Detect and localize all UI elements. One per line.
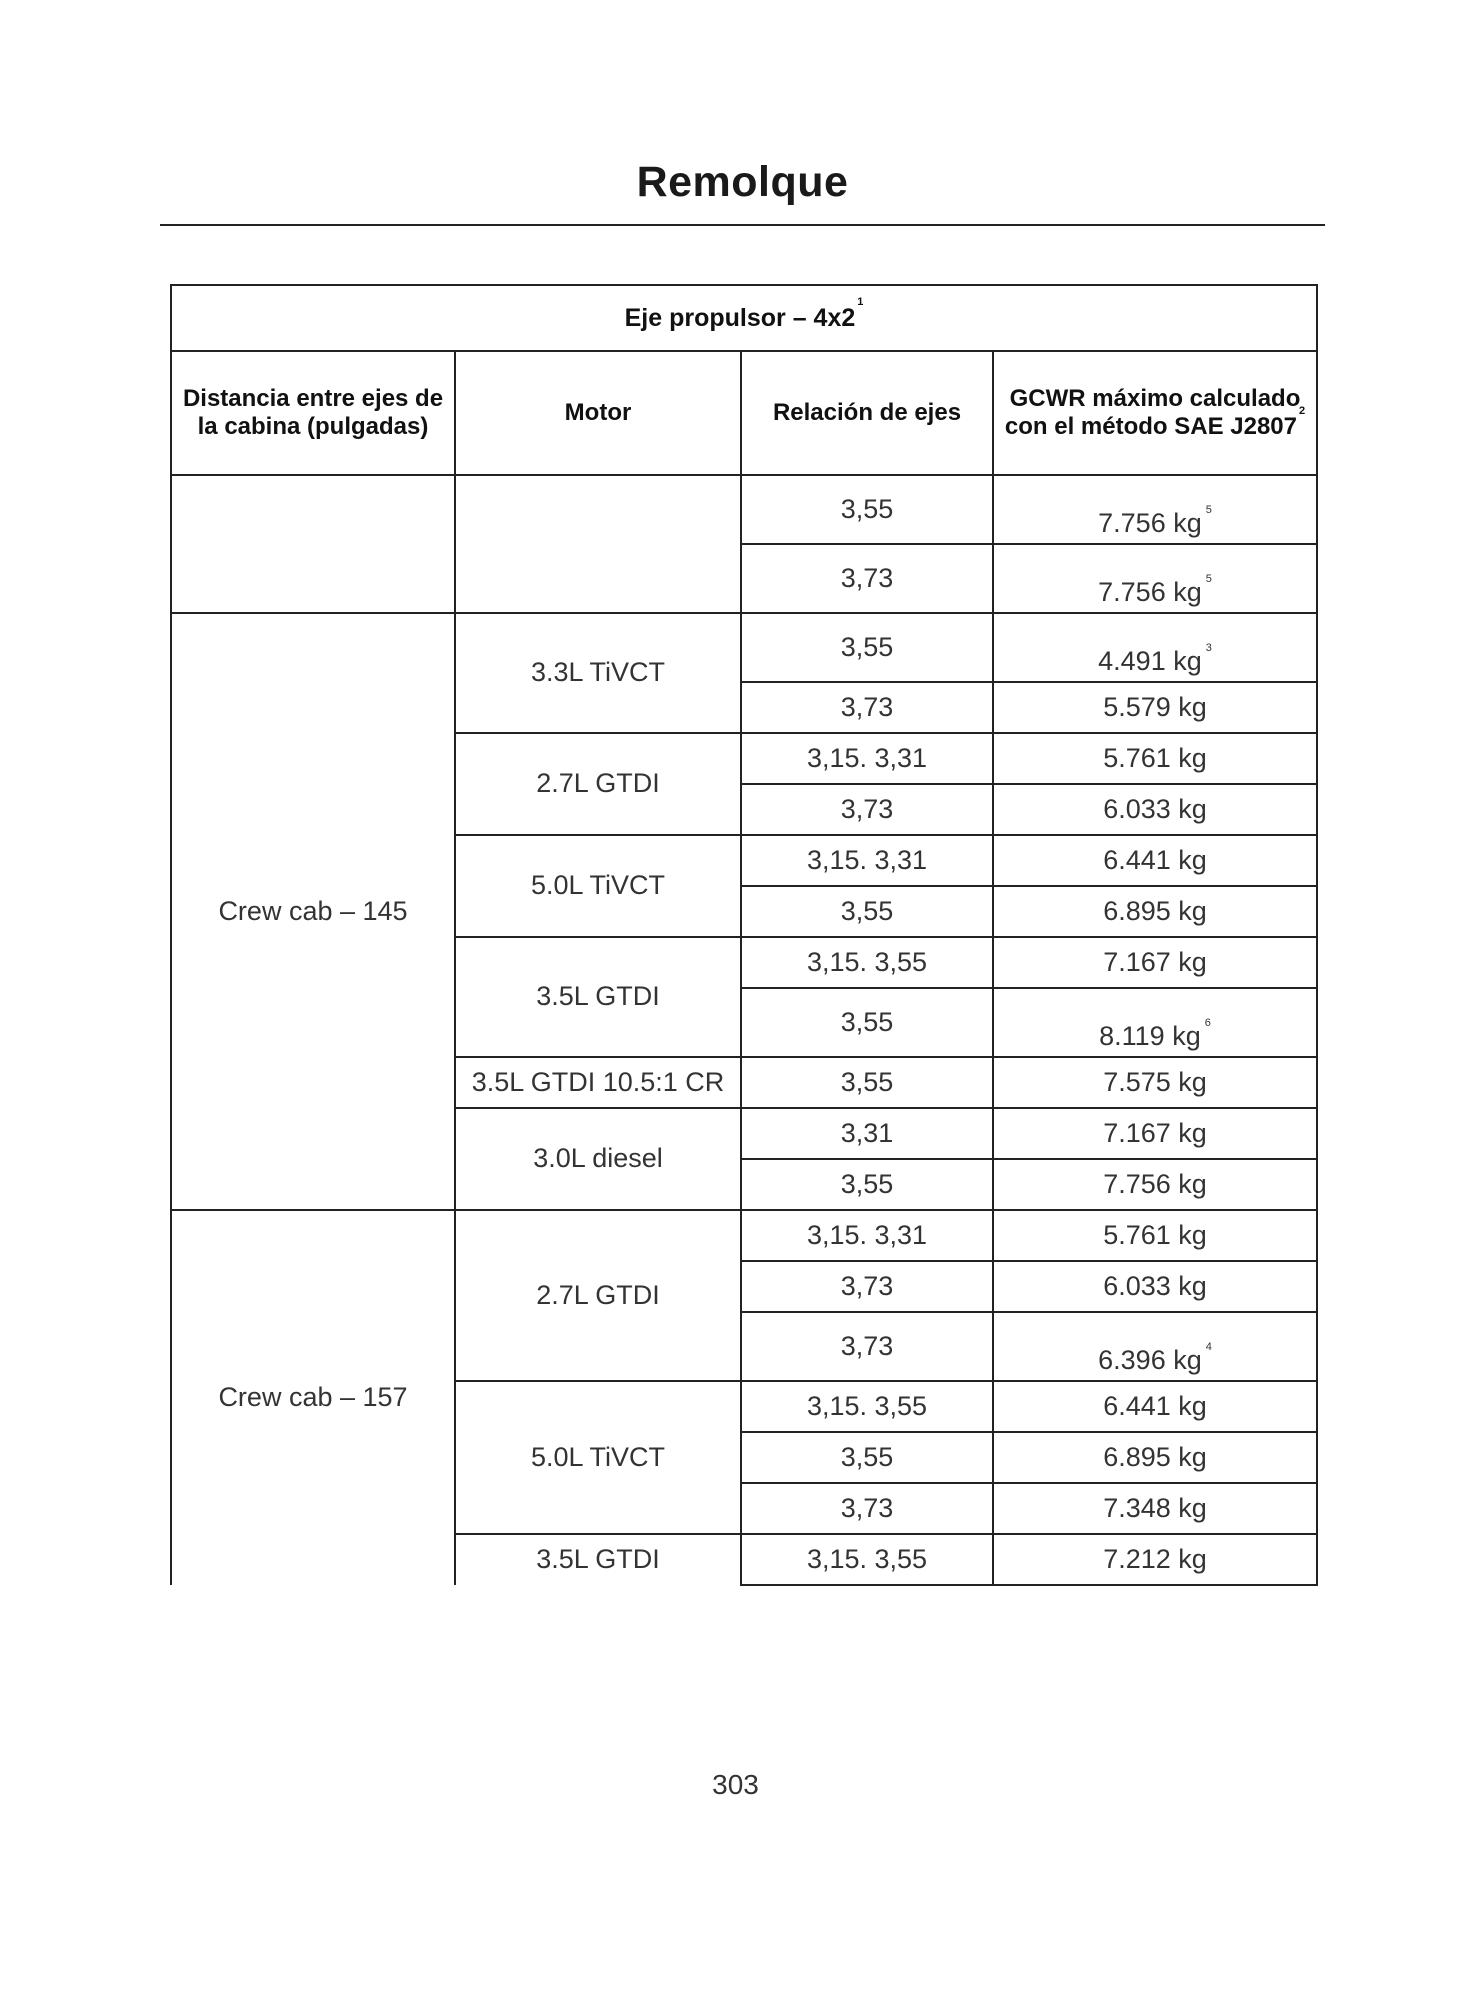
gcwr-cell: [993, 544, 1317, 613]
ratio-cell: 3,73: [741, 1261, 993, 1312]
engine-cell-empty: [455, 475, 741, 613]
engine-cell: 2.7L GTDI: [455, 733, 741, 835]
gcwr-footnote: 4: [1205, 1340, 1212, 1353]
engine-cell: 5.0L TiVCT: [455, 1381, 741, 1534]
table-banner: [171, 285, 1317, 351]
engine-cell: 3.5L GTDI: [455, 937, 741, 1057]
gcwr-footnote: 3: [1205, 641, 1212, 654]
gcwr-value: 8.119 kg: [1099, 1020, 1201, 1051]
ratio-cell: 3,55: [741, 613, 993, 682]
gcwr-cell: 6.033 kg: [993, 784, 1317, 835]
title-rule: [160, 224, 1325, 226]
gcwr-cell: 6.441 kg: [993, 835, 1317, 886]
gcwr-cell: [993, 988, 1317, 1057]
ratio-cell: 3,55: [741, 1057, 993, 1108]
wheelbase-cell-empty: [171, 475, 455, 613]
table-row: [171, 1210, 1317, 1261]
towing-spec-table: [170, 284, 1318, 1586]
header-gcwr-footnote: 2: [1299, 405, 1306, 417]
ratio-cell: 3,31: [741, 1108, 993, 1159]
engine-cell: 3.5L GTDI: [455, 1534, 741, 1585]
ratio-cell: 3,55: [741, 988, 993, 1057]
gcwr-footnote: 5: [1205, 503, 1212, 516]
gcwr-cell: 5.579 kg: [993, 682, 1317, 733]
gcwr-cell: 5.761 kg: [993, 1210, 1317, 1261]
ratio-cell: 3,73: [741, 784, 993, 835]
gcwr-cell: 7.167 kg: [993, 937, 1317, 988]
ratio-cell: 3,73: [741, 682, 993, 733]
ratio-cell: 3,15. 3,31: [741, 835, 993, 886]
gcwr-cell: 6.895 kg: [993, 886, 1317, 937]
header-gcwr-text: GCWR máximo calculado con el método SAE J2807: [1004, 385, 1301, 440]
gcwr-value: 6.396 kg: [1098, 1344, 1202, 1375]
page-title: Remolque: [636, 158, 849, 206]
ratio-cell: 3,15. 3,31: [741, 1210, 993, 1261]
ratio-cell: 3,73: [741, 1312, 993, 1381]
table-header-row: [171, 351, 1317, 475]
header-engine: Motor: [455, 351, 741, 475]
gcwr-value: 4.491 kg: [1098, 645, 1202, 676]
engine-cell: 5.0L TiVCT: [455, 835, 741, 937]
gcwr-cell: 6.895 kg: [993, 1432, 1317, 1483]
table-row: [171, 475, 1317, 544]
gcwr-cell: 7.756 kg: [993, 1159, 1317, 1210]
ratio-cell: 3,15. 3,55: [741, 937, 993, 988]
engine-cell: 3.5L GTDI 10.5:1 CR: [455, 1057, 741, 1108]
gcwr-cell: 7.212 kg: [993, 1534, 1317, 1585]
banner-text: Eje propulsor – 4x2: [624, 303, 856, 332]
table-banner-row: [171, 285, 1317, 351]
ratio-cell: 3,55: [741, 1159, 993, 1210]
header-wheelbase: Distancia entre ejes de la cabina (pulgadas): [171, 351, 455, 475]
gcwr-cell: 5.761 kg: [993, 733, 1317, 784]
engine-cell: 2.7L GTDI: [455, 1210, 741, 1381]
ratio-cell: 3,55: [741, 1432, 993, 1483]
gcwr-cell: 7.575 kg: [993, 1057, 1317, 1108]
engine-cell: 3.3L TiVCT: [455, 613, 741, 733]
gcwr-cell: 6.033 kg: [993, 1261, 1317, 1312]
gcwr-cell: 6.441 kg: [993, 1381, 1317, 1432]
gcwr-cell: 7.167 kg: [993, 1108, 1317, 1159]
header-axle-ratio: Relación de ejes: [741, 351, 993, 475]
gcwr-value: 7.756 kg: [1098, 576, 1202, 607]
ratio-cell: 3,55: [741, 886, 993, 937]
gcwr-cell: 7.348 kg: [993, 1483, 1317, 1534]
gcwr-value: 7.756 kg: [1098, 507, 1202, 538]
table-row: [171, 613, 1317, 682]
ratio-cell: 3,15. 3,55: [741, 1381, 993, 1432]
wheelbase-group-crew145: Crew cab – 145: [171, 613, 455, 1210]
gcwr-cell: [993, 475, 1317, 544]
gcwr-footnote: 6: [1204, 1016, 1211, 1029]
page-number: 303: [712, 1769, 759, 1800]
ratio-cell: 3,73: [741, 1483, 993, 1534]
header-gcwr: [993, 351, 1317, 475]
gcwr-cell: [993, 1312, 1317, 1381]
ratio-cell: 3,73: [741, 544, 993, 613]
ratio-cell: 3,55: [741, 475, 993, 544]
gcwr-footnote: 5: [1205, 572, 1212, 585]
banner-footnote: 1: [857, 295, 864, 308]
engine-cell: 3.0L diesel: [455, 1108, 741, 1210]
ratio-cell: 3,15. 3,31: [741, 733, 993, 784]
ratio-cell: 3,15. 3,55: [741, 1534, 993, 1585]
wheelbase-group-crew157: Crew cab – 157: [171, 1210, 455, 1585]
gcwr-cell: [993, 613, 1317, 682]
